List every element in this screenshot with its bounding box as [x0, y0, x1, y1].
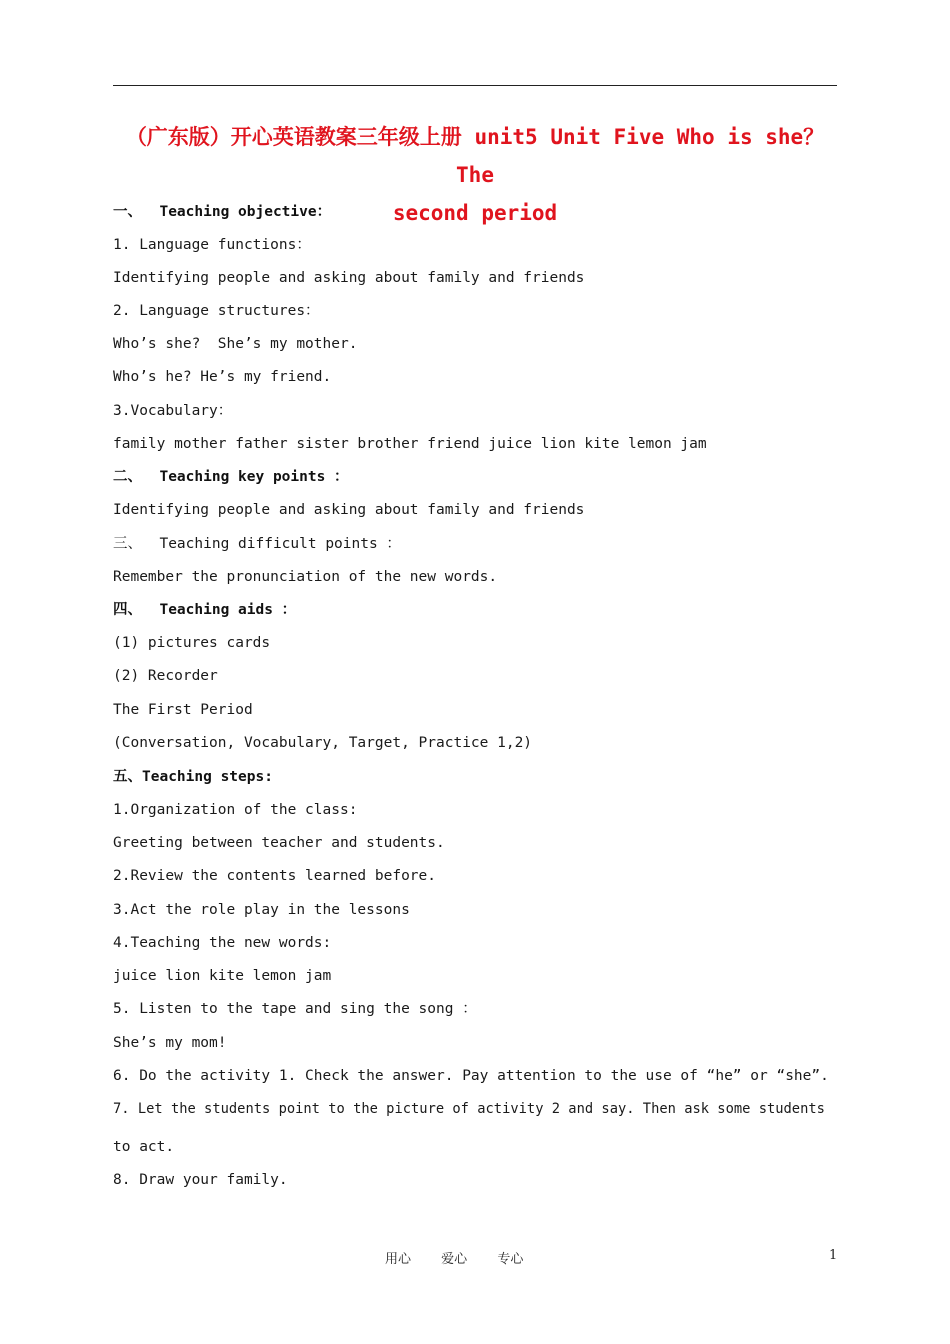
- text-line: to act.: [113, 1139, 175, 1155]
- text-line: juice lion kite lemon jam: [113, 968, 332, 984]
- header-rule: [113, 85, 837, 86]
- text-line: Identifying people and asking about family and friends: [113, 270, 585, 286]
- text-line: The First Period: [113, 702, 253, 718]
- footer-motto: [385, 1248, 549, 1267]
- text-line: 7. Let the students point to the picture of activity 2 and say. Then ask some students: [113, 1101, 825, 1117]
- text-line: (Conversation, Vocabulary, Target, Practice 1,2): [113, 735, 533, 751]
- text-line: 5. Listen to the tape and sing the song ：: [113, 1001, 477, 1017]
- text-line: 3.Vocabulary：: [113, 403, 233, 419]
- text-line: family mother father sister brother friend juice lion kite lemon jam: [113, 436, 707, 452]
- text-line: (2) Recorder: [113, 668, 218, 684]
- text-line: 8. Draw your family.: [113, 1172, 288, 1188]
- text-line: Identifying people and asking about family and friends: [113, 502, 585, 518]
- text-line: 二、 Teaching key points ：: [113, 469, 349, 485]
- text-line: 一、 Teaching objective：: [113, 204, 332, 220]
- text-line: 2.Review the contents learned before.: [113, 868, 437, 884]
- text-line: 四、 Teaching aids ：: [113, 602, 297, 618]
- text-line: Who’s he? He’s my friend.: [113, 369, 332, 385]
- footer-word: 专心: [497, 1252, 524, 1267]
- text-line: 三、 Teaching difficult points ：: [113, 536, 401, 552]
- title-line-2: second period: [392, 201, 558, 225]
- text-line: Who’s she? She’s my mother.: [113, 336, 358, 352]
- text-line: Remember the pronunciation of the new words.: [113, 569, 498, 585]
- text-line: 6. Do the activity 1. Check the answer. Pay attention to the use of “he” or “she”.: [113, 1068, 829, 1084]
- text-line: 3.Act the role play in the lessons: [113, 902, 410, 918]
- text-line: (1) pictures cards: [113, 635, 271, 651]
- page-number: 1: [829, 1248, 838, 1263]
- footer-word: 爱心: [441, 1252, 468, 1267]
- text-line: 1.Organization of the class:: [113, 802, 358, 818]
- text-line: Greeting between teacher and students.: [113, 835, 445, 851]
- text-line: 4.Teaching the new words:: [113, 935, 332, 951]
- text-line: 2. Language structures：: [113, 303, 320, 319]
- text-line: She’s my mom!: [113, 1035, 227, 1051]
- footer-word: 用心: [385, 1252, 412, 1267]
- text-line: 五、Teaching steps:: [113, 769, 273, 785]
- title-line-1: （广东版）开心英语教案三年级上册 unit5 Unit Five Who is she？The: [125, 125, 825, 187]
- text-line: 1. Language functions：: [113, 237, 311, 253]
